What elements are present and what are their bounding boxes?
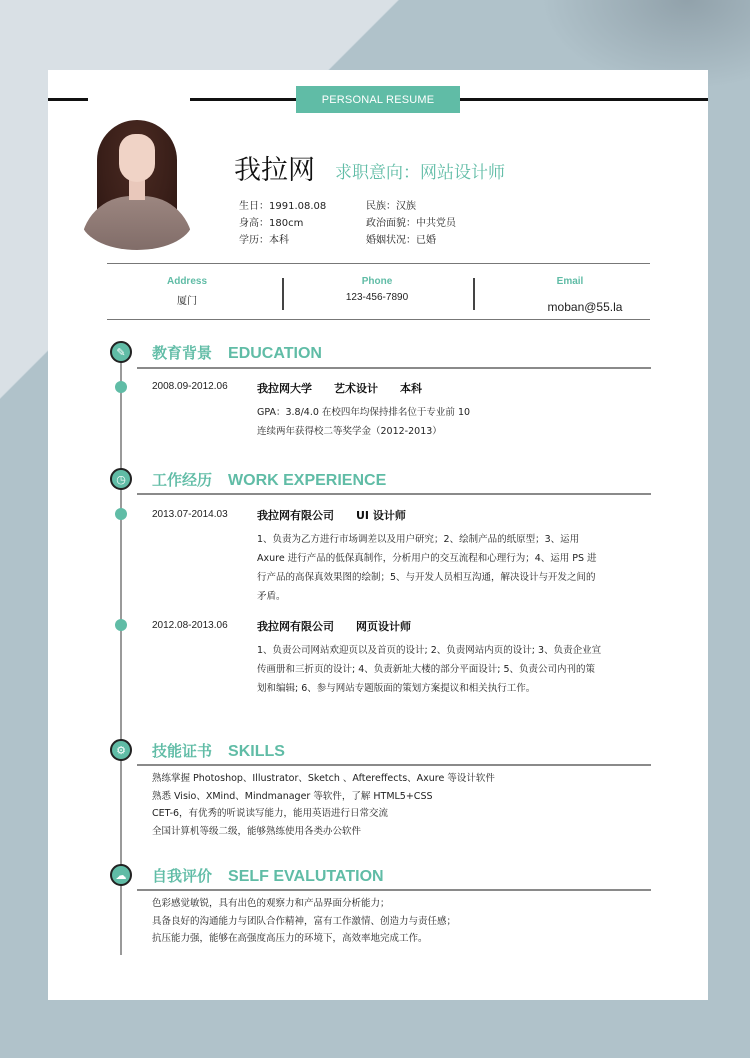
address-label: Address	[166, 276, 207, 287]
work-description: 1、负责公司网站欢迎页以及首页的设计; 2、负责网站内页的设计; 3、负责企业宣传画册和三折页的设计; 4、负责新址大楼的部分平面设计; 5、负责公司内刊的策划和编辑; 6、参与网站专题版面的策划方案提议和相关执行工作。	[257, 645, 602, 694]
education-entry-head	[257, 380, 444, 396]
skills-list	[152, 770, 652, 840]
section-title-cn: 教育背景	[152, 344, 213, 362]
job-role: UI 设计师	[356, 509, 406, 522]
timeline-dot	[115, 508, 127, 520]
contact-email	[477, 264, 663, 319]
education-date: 2008.09-2012.06	[152, 381, 228, 392]
section-title-cn: 工作经历	[152, 471, 213, 489]
major: 艺术设计	[334, 382, 378, 395]
section-rule	[137, 889, 651, 891]
contact-address	[107, 264, 267, 319]
company-name: 我拉网有限公司	[257, 509, 334, 522]
pencil-icon: ✎	[110, 341, 132, 363]
section-title-cn: 技能证书	[152, 742, 213, 760]
school-name: 我拉网大学	[257, 382, 312, 395]
section-title-work	[152, 469, 386, 490]
candidate-name: 我拉网	[234, 155, 315, 186]
evaluation-item: 具备良好的沟通能力与团队合作精神，富有工作激情、创造力与责任感；	[152, 915, 457, 927]
cloud-icon: ☁	[110, 864, 132, 886]
phone-value: 123-456-7890	[345, 292, 409, 303]
self-evaluation-list	[152, 895, 652, 948]
header-rule-right	[458, 98, 708, 101]
gpa-line: GPA：3.8/4.0 在校四年均保持排名位于专业前 10	[257, 407, 471, 418]
ethnicity: 民族：汉族	[366, 201, 416, 212]
evaluation-item: 抗压能力强，能够在高强度高压力的环境下，高效率地完成工作。	[152, 933, 428, 944]
personal-info-right	[366, 198, 456, 249]
header-rule-middle	[190, 98, 298, 101]
contact-phone	[287, 264, 467, 319]
evaluation-item: 色彩感觉敏锐，具有出色的观察力和产品界面分析能力；	[152, 898, 390, 909]
skill-item: 全国计算机等级二级，能够熟练使用各类办公软件	[152, 825, 362, 837]
company-name: 我拉网有限公司	[257, 620, 334, 633]
work-date: 2012.08-2013.06	[152, 620, 228, 631]
section-title-en: WORK EXPERIENCE	[228, 472, 387, 489]
timeline-dot	[115, 619, 127, 631]
skill-item: CET-6，有优秀的听说读写能力，能用英语进行日常交流	[152, 808, 389, 819]
job-role: 网页设计师	[356, 620, 411, 633]
job-objective: 求职意向：网站设计师	[335, 163, 505, 183]
marital-status: 婚姻状况：已婚	[366, 235, 436, 246]
height: 身高：180cm	[239, 218, 304, 229]
skill-item: 熟练掌握 Photoshop、Illustrator、Sketch 、Aftereffects、Axure 等设计软件	[152, 773, 495, 784]
email-value: moban@55.la	[547, 300, 623, 314]
work-entry-head	[257, 618, 433, 634]
section-title-en: SKILLS	[228, 743, 285, 760]
education-details	[257, 403, 602, 441]
degree: 本科	[400, 382, 422, 395]
photo-face	[119, 134, 155, 182]
phone-label: Phone	[361, 276, 393, 287]
political-status: 政治面貌：中共党员	[366, 218, 456, 229]
section-title-self-evaluation	[152, 865, 384, 886]
contact-bar	[107, 263, 650, 320]
work-entry-head	[257, 507, 428, 523]
birthday: 生日：1991.08.08	[239, 201, 327, 212]
address-value: 厦门	[177, 296, 197, 307]
contact-divider	[282, 278, 284, 310]
section-title-cn: 自我评价	[152, 867, 213, 885]
section-title-en: SELF EVALUTATION	[228, 868, 384, 885]
scholarship-line: 连续两年获得校二等奖学金（2012-2013）	[257, 426, 442, 437]
education-level: 学历：本科	[239, 235, 289, 246]
clock-icon: ◷	[110, 468, 132, 490]
gear-icon: ⚙	[110, 739, 132, 761]
section-title-education	[152, 342, 322, 363]
timeline-dot	[115, 381, 127, 393]
section-title-skills	[152, 740, 285, 761]
section-rule	[137, 493, 651, 495]
section-title-en: EDUCATION	[228, 345, 322, 362]
section-rule	[137, 367, 651, 369]
header-rule-left	[48, 98, 88, 101]
email-label: Email	[556, 276, 584, 287]
profile-photo	[81, 118, 193, 250]
personal-resume-banner: PERSONAL RESUME	[296, 86, 460, 113]
work-date: 2013.07-2014.03	[152, 509, 228, 520]
skill-item: 熟悉 Visio、XMind、Mindmanager 等软件，了解 HTML5+CSS	[152, 790, 433, 802]
section-rule	[137, 764, 651, 766]
personal-info-left	[239, 198, 326, 249]
resume-page	[48, 70, 708, 1000]
contact-divider	[473, 278, 475, 310]
work-description: 1、负责为乙方进行市场调差以及用户研究；2、绘制产品的纸原型；3、运用 Axure 进行产品的低保真制作，分析用户的交互流程和心理行为；4、运用 PS 进行产品的高保真效果图的绘制；5、与开发人员相互沟通，解决设计与开发之间的矛盾。	[257, 534, 597, 602]
